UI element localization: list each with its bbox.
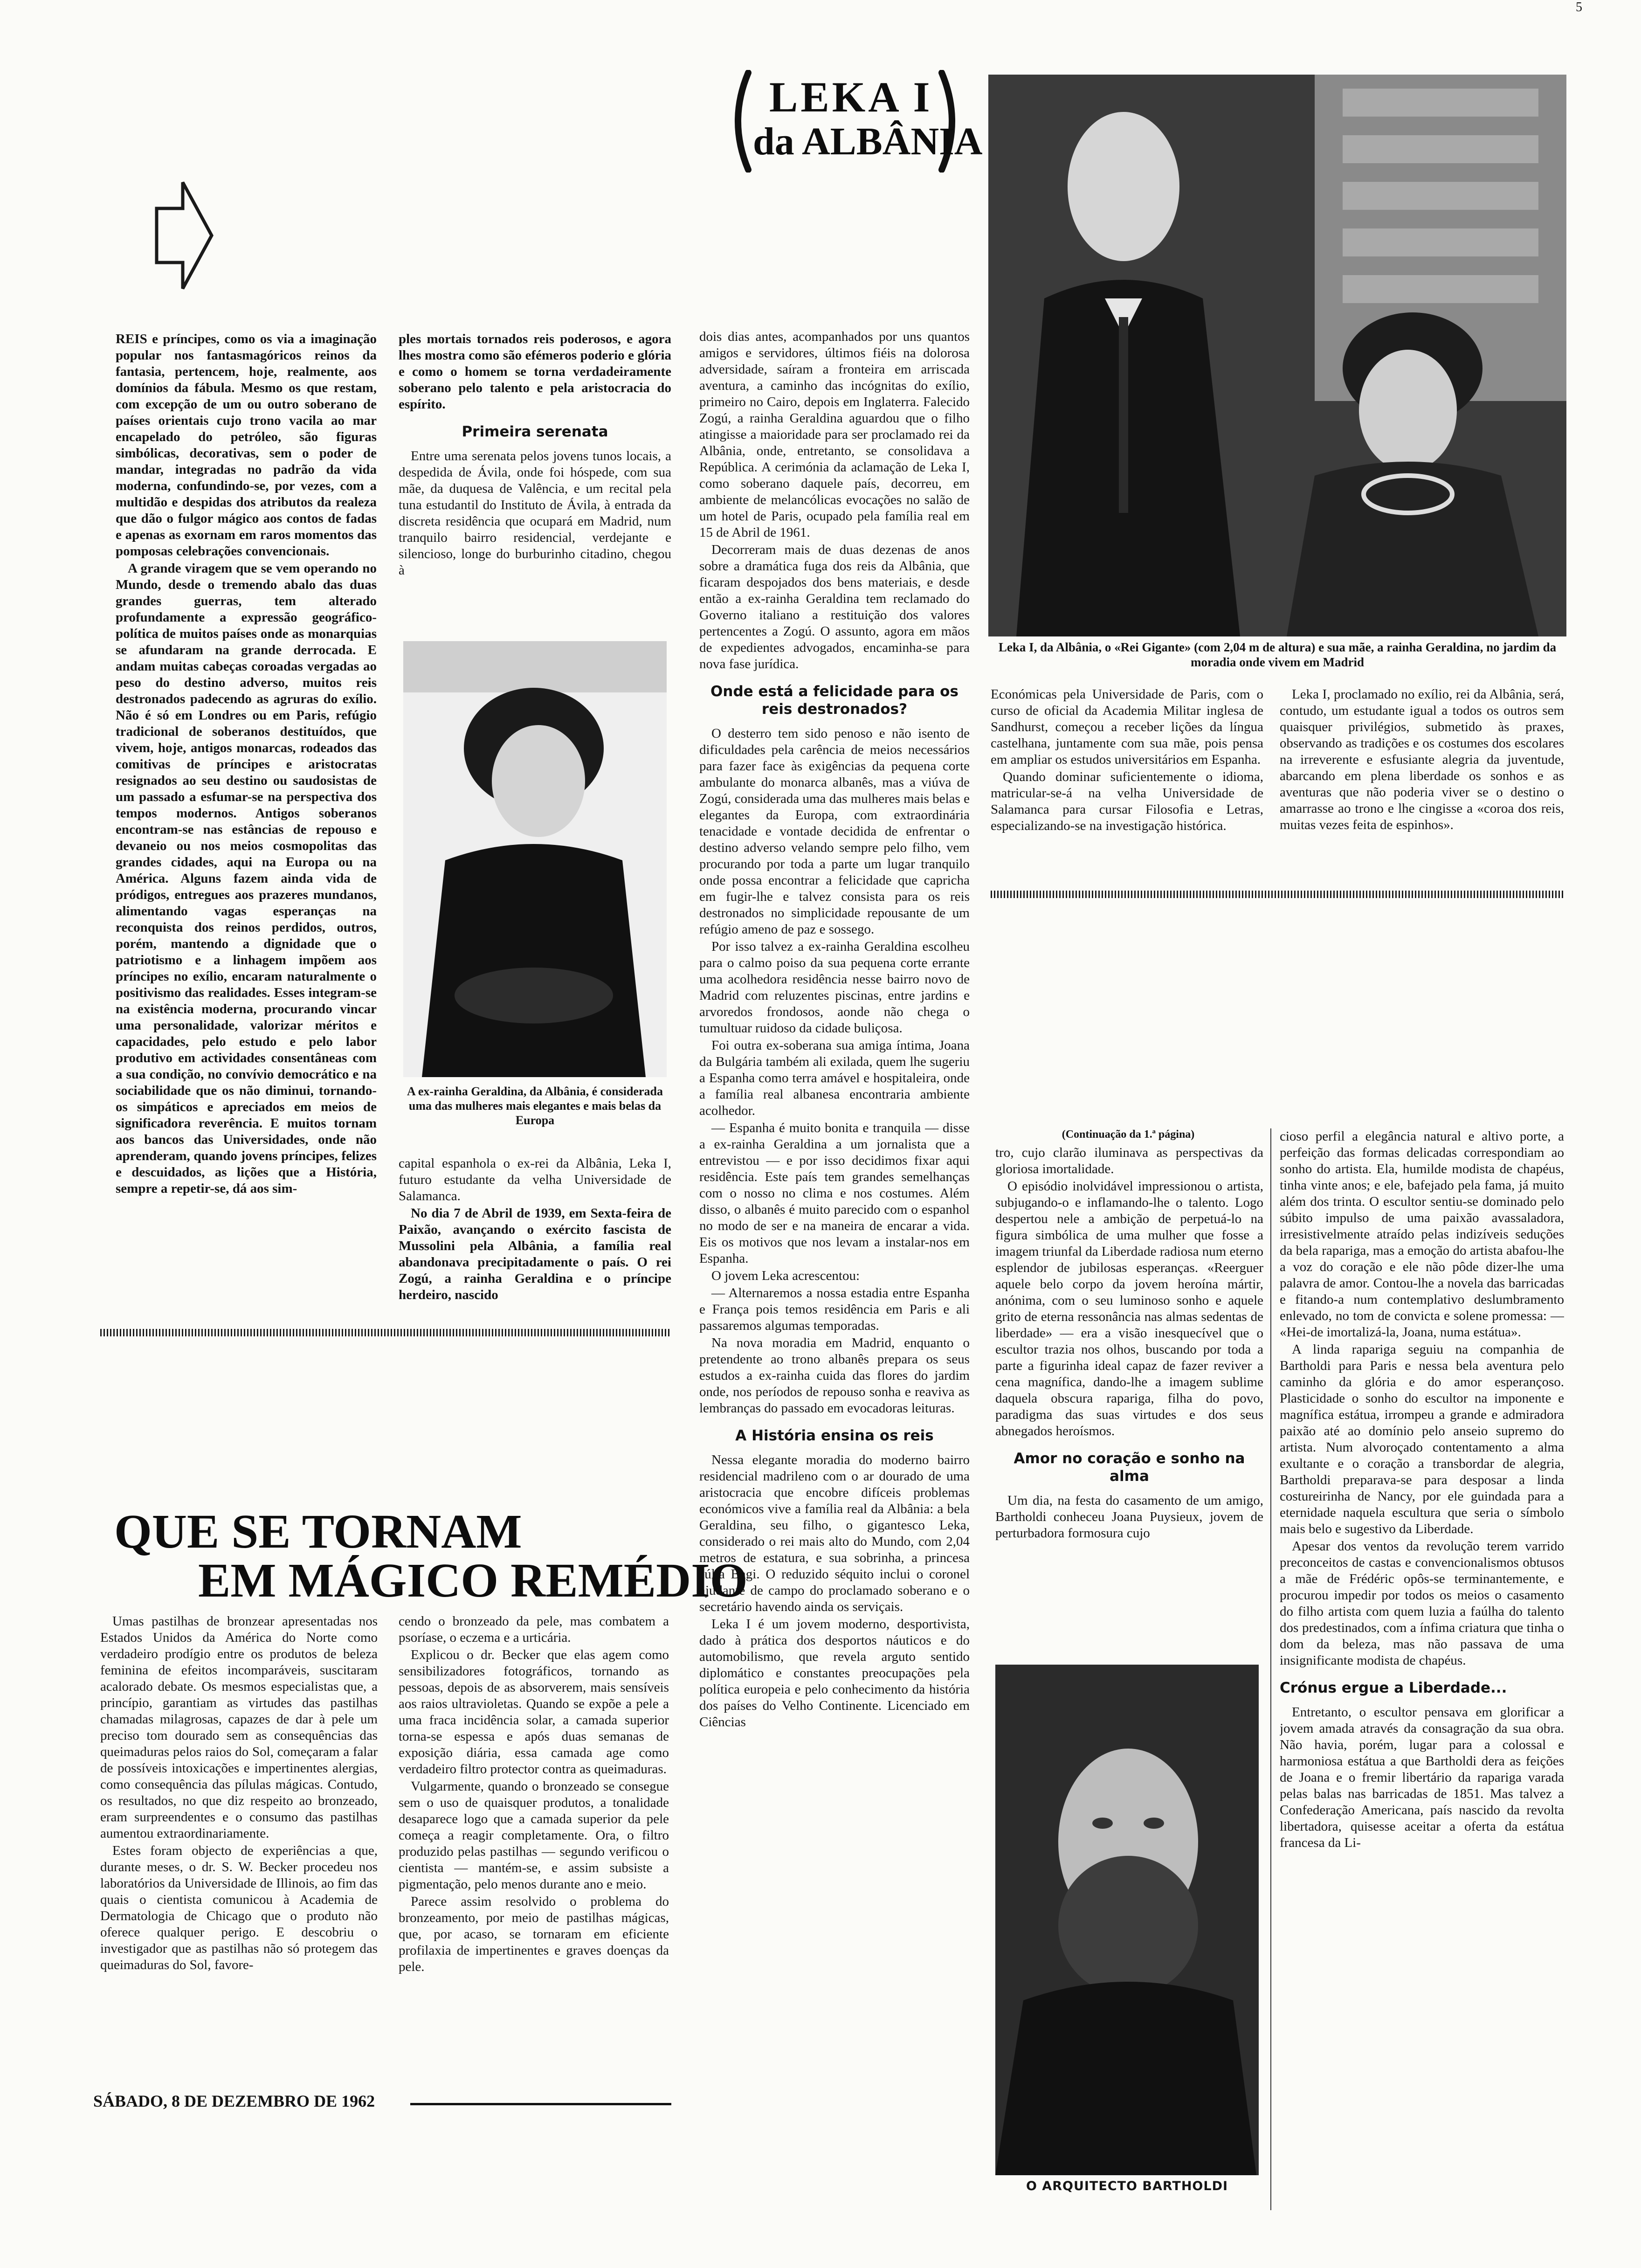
paragraph: capital espanhola o ex-rei da Albânia, Leka I, futuro estudante da velha Universidade de Salamanca. bbox=[399, 1156, 671, 1203]
paragraph: dois dias antes, acompanhados por uns quantos amigos e servidores, últimos fiéis na dolorosa adversidade, saíram a fronteira em arriscada aventura, a caminho das incógnitas do exílio, primeiro no Cairo, depois em Inglaterra. Falecido Zogú, a rainha Geraldina aguardou que o filho atingisse a maioridade para ser proclamado rei da Albânia, onde, entretanto, se consolidava a República. A cerimónia da aclamação de Leka I, como soberano daquele país, decorreu, em ambiente de melancólicas evocações no salão de um hotel de Paris, ocupado pela família real em 15 de Abril de 1961. bbox=[699, 329, 970, 540]
article-column-9 bbox=[399, 1613, 669, 2089]
article-column-7 bbox=[1280, 1128, 1564, 2224]
paragraph: Explicou o dr. Becker que elas agem como sensibilizadores fotográficos, tornando as pessoas, depois de as absorverem, mais sensíveis aos raios ultravioletas. Quando se expõe a pele a uma fraca incidência solar, a camada superior torna-se espessa e após duas semanas de exposição diária, essa camada age como verdadeiro filtro protector contra as queimaduras. bbox=[399, 1647, 669, 1777]
separator-rule bbox=[991, 891, 1564, 898]
article-column-1 bbox=[116, 331, 377, 1320]
subhead-historia: A História ensina os reis bbox=[735, 1427, 934, 1444]
paragraph: Na nova moradia em Madrid, enquanto o pretendente ao trono albanês prepara os seus estudos a ex-rainha cuida das flores do jardim onde, nos períodos de repouso sonha e reaviva as lembranças do passado em evocadoras leituras. bbox=[699, 1335, 970, 1416]
subhead-amor: Amor no coração e sonho na alma bbox=[1014, 1450, 1245, 1485]
paragraph: — Alternaremos a nossa estadia entre Espanha e França pois temos residência em Paris e ali passaremos algumas temporadas. bbox=[699, 1286, 970, 1333]
column-divider bbox=[1270, 1128, 1271, 2210]
article-column-4 bbox=[991, 686, 1263, 882]
article-title bbox=[725, 70, 983, 173]
article-lead: REIS e príncipes, como os via a imaginação popular nos fantasmagóricos reinos da fantasia, pertencem, hoje, realmente, aos domínios da fábula. Mesmo os que restam, com excepção de um ou outro soberano de países orientais cujo trono vacila ao mar encapelado do petróleo, são figuras simbólicas, decorativas, sem o poder de mandar, integradas no padrão da vida moderna, confundindo-se, por vezes, com a multidão e despidas dos atributos da realeza que dão o fulgor mágico aos contos de fadas e apenas as exornam em raros momentos das pomposas celebrações convencionais. bbox=[116, 332, 377, 559]
paragraph: O desterro tem sido penoso e não isento de dificuldades pela carência de meios necessários para fazer face às exigências da pequena corte ambulante do monarca albanês, mas a viúva de Zogú, considerada uma das mulheres mais belas e elegantes da Europa, com extraordinária tenacidade e vontade decidida de enfrentar o destino adverso velando sempre pelo filho, vem procurando por toda a parte um lugar tranquilo onde possa encontrar a felicidade que capricha em fugir-lhe e talvez consista para os reis destronados no simplicidade repousante de um refúgio ameno de paz e sossego. bbox=[699, 726, 970, 937]
separator-rule bbox=[100, 1329, 671, 1336]
paragraph: Entre uma serenata pelos jovens tunos locais, a despedida de Ávila, onde foi hóspede, com sua mãe, da duquesa de Valência, e um recital pela tuna estudantil do Instituto de Ávila, à entrada da discreta residência que ocupará em Madrid, num tranquilo bairro residencial, verdejante e silencioso, longe do burburinho citadino, chegou à bbox=[399, 449, 671, 578]
article-column-5 bbox=[1280, 686, 1564, 882]
paragraph: Decorreram mais de duas dezenas de anos sobre a dramática fuga dos reis da Albânia, que ficaram despojados dos bens materiais, e desde então a ex-rainha Geraldina tem reclamado do Governo italiano a restituição dos valores pertencentes a Zogú. O assunto, agora em mãos de expedientes advogados, encaminha-se para nova fase jurídica. bbox=[699, 542, 970, 671]
paragraph: O jovem Leka acrescentou: bbox=[711, 1268, 860, 1283]
paragraph: Entretanto, o escultor pensava em glorificar a jovem amada através da consagração da sua obra. Não havia, porém, lugar para a colossal e harmoniosa estátua a que Bartholdi dera as feições de Joana e o fremir libertário da rapariga varada pelas balas nas barricadas de 1851. Mas talvez a Confederação Americana, país nascido da revolta libertadora, quisesse aceitar a oferta da estátua francesa da Li- bbox=[1280, 1705, 1564, 1850]
paragraph: O episódio inolvidável impressionou o artista, subjugando-o e inflamando-lhe o talento. Logo despertou nele a ambição de perpetuá-lo na figura simbólica de uma mulher que fosse a imagem triunfal da Liberdade radiosa num eterno esplendor de jubilosas esperanças. «Reerguer aquele belo corpo da jovem heroína mártir, anónima, com o seu luminoso sonho e aquele grito de eterna ressonância nas almas sedentas de liberdade» — era a visão inesquecível que o escultor trazia nos olhos, buscando por toda a parte a figurinha ideal capaz de fazer reviver a cena magnífica, dando-lhe a imagem sublime daquela obscura rapariga, filha do povo, paradigma das suas virtudes e dos seus abnegados heroísmos. bbox=[995, 1179, 1263, 1438]
paragraph: Apesar dos ventos da revolução terem varrido preconceitos de castas e convencionalismos obtusos a mãe de Frédéric opôs-se terminantemente, e procurou impedir por todos os meios o casamento do filho artista com quem luzia a faúlha do talento dos predestinados, com a ínfima criatura que tinha o dom da beleza, mas não passava de uma insignificante modista de chapéus. bbox=[1280, 1539, 1564, 1668]
arrow-icon bbox=[154, 180, 214, 291]
paragraph: Económicas pela Universidade de Paris, com o curso de oficial da Academia Militar inglesa de Sandhurst, começou a receber lições da língua castelhana, juntamente com sua mãe, pois pensa em ampliar os estudos universitários em Espanha. bbox=[991, 687, 1263, 767]
article-column-2-lower bbox=[399, 1155, 671, 1337]
paragraph: No dia 7 de Abril de 1939, em Sexta-feira de Paixão, avançando o exército fascista de Mussolini pela Albânia, a família real abandonava precipitadamente o país. O rei Zogú, a rainha Geraldina e o príncipe herdeiro, nascido bbox=[399, 1206, 671, 1302]
paragraph: Um dia, na festa do casamento de um amigo, Bartholdi conheceu Joana Puysieux, jovem de perturbadora formosura cujo bbox=[995, 1493, 1263, 1541]
photo-queen-geraldina bbox=[403, 641, 667, 1077]
paragraph: Por isso talvez a ex-rainha Geraldina escolheu para o calmo poiso da sua pequena corte errante uma acolhedora residência nesse bairro novo de Madrid com reluzentes piscinas, entre jardins e arvoredos frondosos, aonde não chega o tumultuar ruidoso da cidade buliçosa. bbox=[699, 939, 970, 1036]
subhead-cronus: Crónus ergue a Liberdade... bbox=[1280, 1680, 1507, 1696]
paragraph: ples mortais tornados reis poderosos, e agora lhes mostra como são efémeros poderio e glória e como o homem se torna verdadeiramente soberano pelo talento e pela aristocracia do espírito. bbox=[399, 332, 671, 412]
page-footer-date: SÁBADO, 8 DE DEZEMBRO DE 1962 bbox=[93, 2092, 375, 2110]
title-line1: LEKA I bbox=[769, 73, 933, 121]
article-column-8 bbox=[100, 1613, 378, 2089]
photo-caption-queen: A ex-rainha Geraldina, da Albânia, é considerada uma das mulheres mais elegantes e mais belas da Europa bbox=[407, 1085, 663, 1127]
subhead-primeira-serenata: Primeira serenata bbox=[462, 423, 608, 440]
photo-bartholdi bbox=[995, 1665, 1259, 2175]
article-column-6 bbox=[995, 1145, 1263, 1662]
paragraph: A linda rapariga seguiu na companhia de Bartholdi para Paris e nessa bela aventura pelo caminho da glória e do amor esperançoso. Plasticidade o sonho do escultor na imponente e magnífica estátua, irrompeu a grande e admiradora paixão até ao domínio pelo anseio supremo do artista. Num alvoroçado contentamento a alma exultante e o coração a transbordar de alegria, Bartholdi preparava-se para desposar a linda costureirinha de Nancy, por ele guindada para a eternidade naquela escultura que seria o símbolo mais belo e sugestivo da Liberdade. bbox=[1280, 1342, 1564, 1536]
paragraph: A grande viragem que se vem operando no Mundo, desde o tremendo abalo das duas grandes guerras, tem alterado profundamente a expressão geográfico-política de muitos países onde as monarquias se afundaram na grande derrocada. E andam muitas cabeças coroadas vergadas ao peso do destino adverso, muitos reis destronados padecendo as agruras do exílio. Não é só em Londres ou em Paris, refúgio tradicional de soberanos destituídos, que vivem, hoje, antigos monarcas, rodeados das comitivas de príncipes e aristocratas resignados ao seu destino ou saudosistas de um passado a esfumar-se na perspectiva dos tempos modernos. Antigos soberanos encontram-se nas estâncias de repouso e devaneio ou nos meios cosmopolitas das grandes cidades, aqui na Europa ou na América. Alguns fazem ainda vida de pródigos, entregues aos prazeres mundanos, alimentando vagas esperanças na reconquista dos reinos perdidos, outros, porém, mantendo a dignidade que o patriotismo e a linhagem impõem aos príncipes no exílio, encaram naturalmente o positivismo das realidades. Esses integram-se na existência moderna, procurando vincar uma personalidade, valorizar méritos e capacidades, pelo estudo e pelo labor produtivo em actividades consentâneas com a sua condição, no convívio democrático e na sociabilidade que os não diminui, tornando-os simpáticos e apreciados em meios de significadora reverência. E muitos tornam aos bancos das Universidades, onde não aprenderam, quando jovens príncipes, felizes e descuidados, as lições que a História, sempre a repetir-se, dá aos sim- bbox=[116, 561, 377, 1196]
headline-secondary-line2: EM MÁGICO REMÉDIO bbox=[198, 1554, 748, 1607]
paragraph: Leka I, proclamado no exílio, rei da Albânia, será, contudo, um estudante igual a todos os outros sem quaisquer privilégios, submetido às praxes, observando as tradições e os costumes dos escolares na irreverente e esfusiante alegria da juventude, abarcando em plena liberdade os sonhos e as aventuras que não poderia viver se o destino o amarrasse ao trono e lhe cingisse a «coroa dos reis, muitas vezes feita de espinhos». bbox=[1280, 687, 1564, 832]
title-line2: da ALBÂNIA bbox=[753, 120, 983, 163]
continuation-label: (Continuação da 1.ª página) bbox=[1062, 1128, 1195, 1141]
photo-leka-geraldina bbox=[988, 75, 1566, 636]
footer-rule bbox=[410, 2103, 671, 2105]
paragraph: tro, cujo clarão iluminava as perspectivas da gloriosa imortalidade. bbox=[995, 1145, 1263, 1176]
corner-mark: 5 bbox=[1576, 0, 1582, 14]
paragraph: Nessa elegante moradia do moderno bairro residencial madrileno com o ar dourado de uma aristocracia que encobre difíceis problemas económicos vive a família real da Albânia: a bela Geraldina, seu filho, o gigantesco Leka, considerado o rei mais alto do Mundo, com 2,04 metros de estatura, e sua sobrinha, a princesa Júlia Bagi. O reduzido séquito inclui o coronel ajudante de campo do proclamado soberano e o secretário havendo ainda os serviçais. bbox=[699, 1452, 970, 1614]
paragraph: cioso perfil a elegância natural e altivo porte, a perfeição das formas delicadas correspondiam ao sonho do artista. Ela, humilde modista de chapéus, tinha vinte anos; e ele, bafejado pela fama, já muito além dos trinta. O escultor sentiu-se dominado pelo súbito impulso de uma paixão avassaladora, irresistivelmente atraído pelas indizíveis seduções da bela rapariga, mas a emoção do artista abafou-lhe a voz do coração e ele não pôde dizer-lhe uma palavra de amor. Contou-lhe a novela das barricadas e fitando-a num contemplativo deslumbramento enlevado, no tom de convicta e solene promessa: — «Hei-de imortalizá-la, Joana, numa estátua». bbox=[1280, 1129, 1564, 1340]
headline-secondary-line1: QUE SE TORNAM bbox=[114, 1505, 522, 1558]
photo-caption-main: Leka I, da Albânia, o «Rei Gigante» (com 2,04 m de altura) e sua mãe, a rainha Geraldina, no jardim da moradia onde vivem em Madrid bbox=[998, 640, 1557, 669]
paragraph: cendo o bronzeado da pele, mas combatem a psoríase, o eczema e a urticária. bbox=[399, 1614, 669, 1645]
paragraph: Vulgarmente, quando o bronzeado se consegue sem o uso de quaisquer produtos, a tonalidade desaparece logo que a camada superior da pele começa a reagir completamente. Ora, o filtro produzido pelas pastilhas — segundo verificou o cientista — mantém-se, e assim subsiste a pigmentação, pelo menos durante ano e meio. bbox=[399, 1779, 669, 1892]
photo-caption-bartholdi: O ARQUITECTO BARTHOLDI bbox=[1026, 2179, 1228, 2193]
paragraph: Parece assim resolvido o problema do bronzeamento, por meio de pastilhas mágicas, que, por acaso, se tornaram em eficiente profilaxia de impertinentes e graves doenças da pele. bbox=[399, 1894, 669, 1974]
left-parenthesis-icon bbox=[725, 70, 753, 173]
paragraph: Foi outra ex-soberana sua amiga íntima, Joana da Bulgária também ali exilada, quem lhe sugeriu a Espanha como terra amável e hospitaleira, onde a família real albanesa encontraria ambiente acolhedor. bbox=[699, 1038, 970, 1118]
article-column-3 bbox=[699, 329, 970, 2217]
subhead-felicidade: Onde está a felicidade para os reis destronados? bbox=[710, 683, 958, 718]
paragraph: Leka I é um jovem moderno, desportivista, dado à prática dos desportos náuticos e do automobilismo, que revela arguto sentido diplomático e constantes preocupações pela política europeia e pelo conhecimento da história dos países do Velho Continente. Licenciado em Ciências bbox=[699, 1617, 970, 1729]
paragraph: Umas pastilhas de bronzear apresentadas nos Estados Unidos da América do Norte como verdadeiro prodígio entre os produtos de beleza feminina de efeitos incomparáveis, suscitaram acalorado debate. Os mesmos especialistas que, a princípio, garantiam as virtudes das pastilhas chamadas milagrosas, capazes de dar à pele um preciso tom dourado sem as consequências das queimaduras pelos raios do Sol, começaram a falar de possíveis intoxicações e impertinentes alergias, como consequência das pílulas mágicas. Contudo, os resultados, no que diz respeito ao bronzeado, eram surpreendentes e o consumo das pastilhas aumentou extraordinariamente. bbox=[100, 1614, 378, 1841]
paragraph: Quando dominar suficientemente o idioma, matricular-se-á na velha Universidade de Salamanca para cursar Filosofia e Letras, especializando-se na investigação histórica. bbox=[991, 769, 1263, 833]
paragraph: Estes foram objecto de experiências a que, durante meses, o dr. S. W. Becker procedeu nos laboratórios da Universidade de Illinois, ao fim das quais o cientista comunicou à Academia de Dermatologia de Chicago que o produto não oferece qualquer perigo. E descobriu o investigador que as pastilhas não só protegem das queimaduras do Sol, favore- bbox=[100, 1843, 378, 1972]
paragraph: — Espanha é muito bonita e tranquila — disse a ex-rainha Geraldina a um jornalista que a entrevistou — e por isso decidimos fixar aqui residência. Este país tem grandes semelhanças com o nosso no clima e nos costumes. Além disso, o albanês é muito parecido com o espanhol no modo de ser e na maneira de encarar a vida. Eis os motivos que nos levam a instalar-nos em Espanha. bbox=[699, 1120, 970, 1266]
